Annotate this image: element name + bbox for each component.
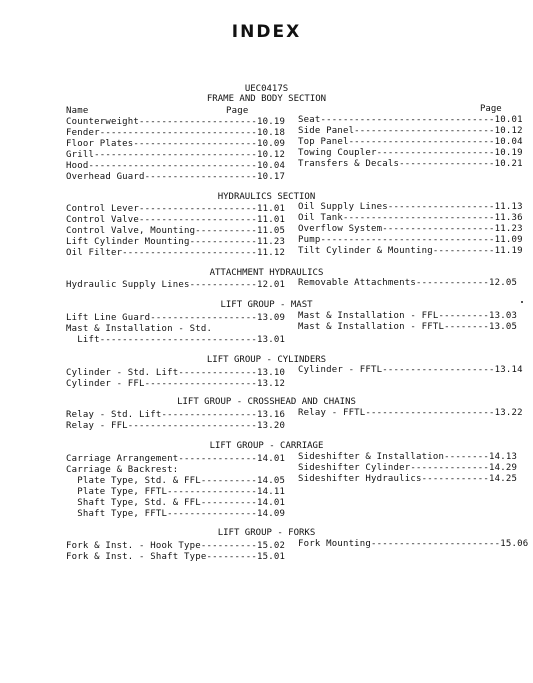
index-entry: Mast & Installation - Std. <box>66 324 213 334</box>
index-entry: Tilt Cylinder & Mounting-----------11.19 <box>298 246 523 256</box>
index-entry: Relay - Std. Lift-----------------13.16 <box>66 410 286 420</box>
index-entry: Pump-------------------------------11.09 <box>298 235 523 245</box>
index-entry: Carriage Arrangement--------------14.01 <box>66 454 286 464</box>
index-entry: Seat-------------------------------10.01 <box>298 115 523 125</box>
index-entry: Sideshifter Cylinder--------------14.29 <box>298 463 518 473</box>
index-entry: Relay - FFTL-----------------------13.22 <box>298 408 523 418</box>
index-entry: Cylinder - Std. Lift--------------13.10 <box>66 368 286 378</box>
index-entry: Lift Cylinder Mounting------------11.23 <box>66 237 286 247</box>
index-entry: Cylinder - FFTL--------------------13.14 <box>298 365 523 375</box>
index-entry: Towing Coupler---------------------10.19 <box>298 148 523 158</box>
index-entry: Shaft Type, FFTL----------------14.09 <box>66 509 286 519</box>
index-entry: Oil Supply Lines-------------------11.13 <box>298 202 523 212</box>
index-entry: Carriage & Backrest: <box>66 465 179 475</box>
index-entry: Oil Filter------------------------11.12 <box>66 248 286 258</box>
index-entry: Plate Type, FFTL----------------14.11 <box>66 487 286 497</box>
index-entry: Removable Attachments-------------12.05 <box>298 278 518 288</box>
section-heading-lift-forks: LIFT GROUP - FORKS <box>217 528 316 538</box>
index-entry: Plate Type, Std. & FFL----------14.05 <box>66 476 286 486</box>
index-entry: Hood------------------------------10.04 <box>66 161 286 171</box>
index-entry: Top Panel--------------------------10.04 <box>298 137 523 147</box>
column-header-page-right: Page <box>480 104 502 114</box>
index-entry: Hydraulic Supply Lines------------12.01 <box>66 280 286 290</box>
index-entry: Counterweight---------------------10.19 <box>66 117 286 127</box>
section-heading-hydraulics: HYDRAULICS SECTION <box>217 192 316 202</box>
index-entry: Side Panel-------------------------10.12 <box>298 126 523 136</box>
index-entry: Lift Line Guard-------------------13.09 <box>66 313 286 323</box>
index-entry: Overhead Guard--------------------10.17 <box>66 172 286 182</box>
index-entry: Floor Plates----------------------10.09 <box>66 139 286 149</box>
index-entry: Control Valve, Mounting-----------11.05 <box>66 226 286 236</box>
section-heading-attachment-hydraulics: ATTACHMENT HYDRAULICS <box>209 268 324 278</box>
index-entry: Sideshifter Hydraulics------------14.25 <box>298 474 518 484</box>
column-header-name: Name <box>66 106 89 116</box>
index-entry: Mast & Installation - FFTL--------13.05 <box>298 322 518 332</box>
index-entry: Fork & Inst. - Shaft Type---------15.01 <box>66 552 286 562</box>
index-entry: Fender----------------------------10.18 <box>66 128 286 138</box>
document-code: UEC0417S <box>244 84 289 94</box>
index-entry: Control Valve---------------------11.01 <box>66 215 286 225</box>
section-heading-frame-body: FRAME AND BODY SECTION <box>206 94 327 104</box>
index-entry: Transfers & Decals-----------------10.21 <box>298 159 523 169</box>
section-heading-lift-crosshead-chains: LIFT GROUP - CROSSHEAD AND CHAINS <box>177 397 356 407</box>
index-entry: Lift----------------------------13.01 <box>66 335 286 345</box>
index-entry: Shaft Type, Std. & FFL----------14.01 <box>66 498 286 508</box>
index-entry: Fork Mounting-----------------------15.06 <box>298 539 529 549</box>
section-heading-lift-mast: LIFT GROUP - MAST <box>220 300 313 310</box>
index-entry: Mast & Installation - FFL---------13.03 <box>298 311 518 321</box>
index-entry: Relay - FFL-----------------------13.20 <box>66 421 286 431</box>
page-title: INDEX <box>231 22 302 42</box>
index-entry: Fork & Inst. - Hook Type----------15.02 <box>66 541 286 551</box>
index-entry: Control Lever---------------------11.01 <box>66 204 286 214</box>
section-heading-lift-cylinders: LIFT GROUP - CYLINDERS <box>206 355 327 365</box>
index-entry: Cylinder - FFL--------------------13.12 <box>66 379 286 389</box>
section-heading-lift-carriage: LIFT GROUP - CARRIAGE <box>209 441 324 451</box>
index-entry: Sideshifter & Installation--------14.13 <box>298 452 518 462</box>
index-entry: Overflow System--------------------11.23 <box>298 224 523 234</box>
index-entry: Oil Tank---------------------------11.36 <box>298 213 523 223</box>
index-entry: Grill-----------------------------10.12 <box>66 150 286 160</box>
column-header-page-left: Page <box>226 106 249 116</box>
